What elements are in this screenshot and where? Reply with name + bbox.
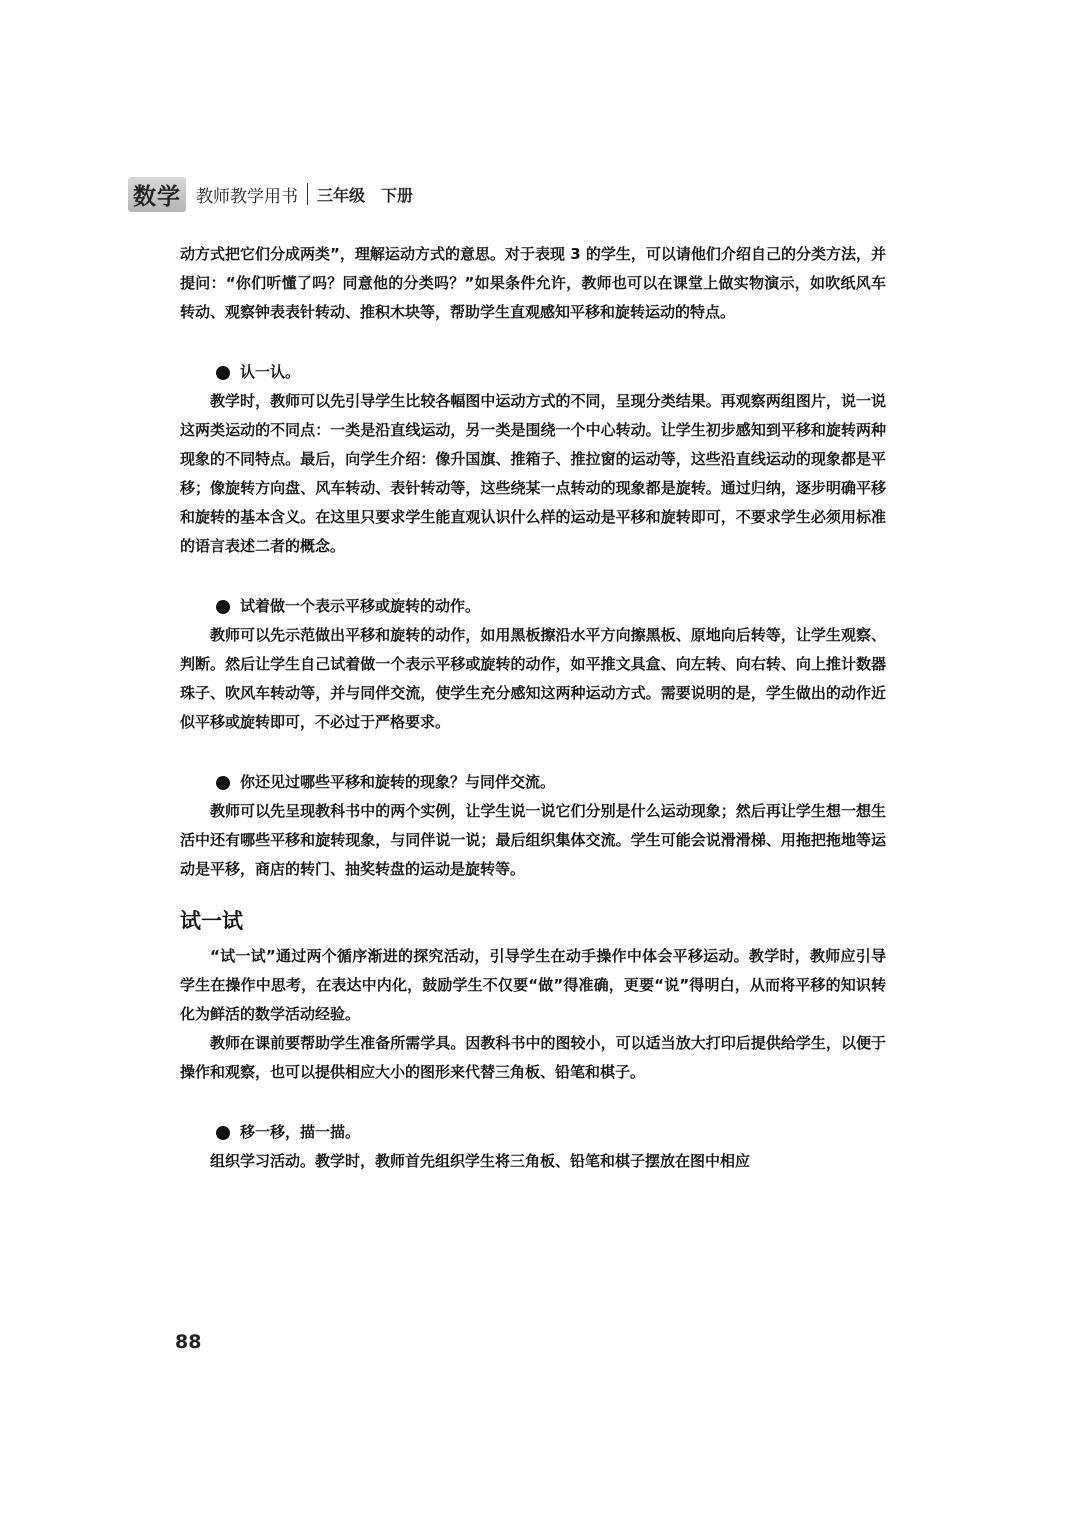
- bullet-heading-text: 你还见过哪些平移和旋转的现象？与同伴交流。: [240, 773, 556, 791]
- paragraph: “试一试”通过两个循序渐进的探究活动，引导学生在动手操作中体会平移运动。教学时，教师应引导学生在操作中思考，在表达中内化，鼓励学生不仅要“做”得准确，更要“说”得明白，从而将平移的知识转化为鲜活的数学活动经验。: [180, 947, 886, 1023]
- subject-logo: 数学: [128, 177, 186, 212]
- bullet-heading: [216, 592, 886, 621]
- paragraph: 教师在课前要帮助学生准备所需学具。因教科书中的图较小，可以适当放大打印后提供给学生，以便于操作和观察，也可以提供相应大小的图形来代替三角板、铅笔和棋子。: [180, 1034, 886, 1081]
- bullet-heading: [216, 358, 886, 387]
- header-divider: [307, 183, 308, 205]
- section-title: 试一试: [180, 909, 243, 933]
- bullet-heading: [216, 768, 886, 797]
- paragraph: 教师可以先示范做出平移和旋转的动作，如用黑板擦沿水平方向擦黑板、原地向后转等，让学生观察、判断。然后让学生自己试着做一个表示平移或旋转的动作，如平推文具盒、向左转、向右转、向上推计数器珠子、吹风车转动等，并与同伴交流，使学生充分感知这两种运动方式。需要说明的是，学生做出的动作近似平移或旋转即可，不必过于严格要求。: [180, 626, 886, 731]
- bullet-heading: [216, 1118, 886, 1147]
- bullet-heading-text: 认一认。: [240, 363, 301, 381]
- bullet-dot-icon: [216, 600, 230, 614]
- bullet-dot-icon: [216, 1126, 230, 1140]
- bullet-heading-text: 试着做一个表示平移或旋转的动作。: [240, 597, 481, 615]
- page-body: [180, 240, 886, 1176]
- paragraph: 教学时，教师可以先引导学生比较各幅图中运动方式的不同，呈现分类结果。再观察两组图片，说一说这两类运动的不同点：一类是沿直线运动，另一类是围绕一个中心转动。让学生初步感知到平移和旋转两种现象的不同特点。最后，向学生介绍：像升国旗、推箱子、推拉窗的运动等，这些沿直线运动的现象都是平移；像旋转方向盘、风车转动、表针转动等，这些绕某一点转动的现象都是旋转。通过归纳，逐步明确平移和旋转的基本含义。在这里只要求学生能直观认识什么样的运动是平移和旋转即可，不要求学生必须用标准的语言表述二者的概念。: [180, 392, 886, 555]
- paragraph: 组织学习活动。教学时，教师首先组织学生将三角板、铅笔和棋子摆放在图中相应: [210, 1152, 751, 1170]
- bullet-heading-text: 移一移，描一描。: [240, 1123, 361, 1141]
- paragraph: 教师可以先呈现教科书中的两个实例，让学生说一说它们分别是什么运动现象；然后再让学生想一想生活中还有哪些平移和旋转现象，与同伴说一说；最后组织集体交流。学生可能会说滑滑梯、用拖把拖地等运动是平移，商店的转门、抽奖转盘的运动是旋转等。: [180, 802, 886, 878]
- book-title: 教师教学用书: [196, 186, 298, 207]
- page-number: 88: [175, 1331, 202, 1353]
- paragraph: 动方式把它们分成两类”，理解运动方式的意思。对于表现 3 的学生，可以请他们介绍自己的分类方法，并提问：“你们听懂了吗？同意他的分类吗？”如果条件允许，教师也可以在课堂上做实物演示，如吹纸风车转动、观察钟表表针转动、推积木块等，帮助学生直观感知平移和旋转运动的特点。: [180, 245, 886, 321]
- bullet-dot-icon: [216, 366, 230, 380]
- grade-label: 三年级: [317, 185, 366, 205]
- volume-label: 下册: [381, 185, 414, 205]
- running-header: [128, 176, 413, 212]
- bullet-dot-icon: [216, 776, 230, 790]
